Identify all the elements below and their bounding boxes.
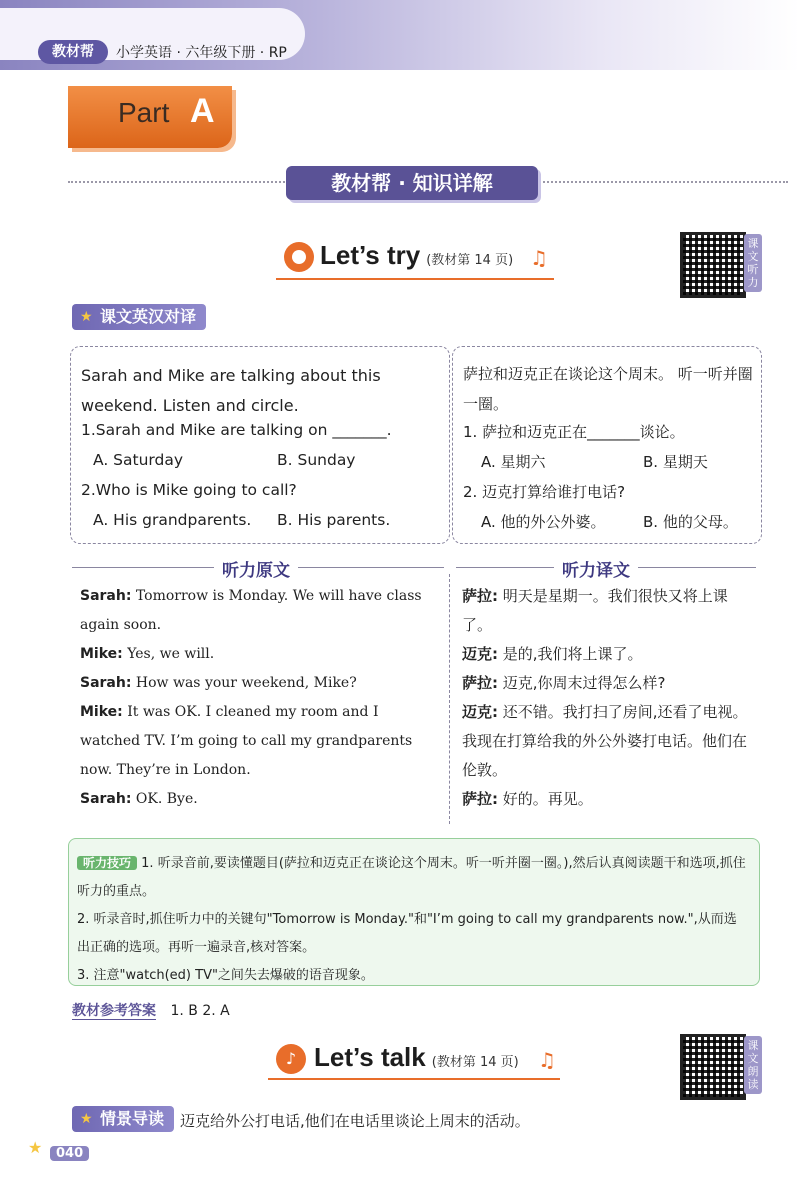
qr-code[interactable] bbox=[680, 1034, 746, 1100]
q2-option-a: A. His grandparents. bbox=[93, 511, 252, 529]
script-line: 迈克: 还不错。我打扫了房间,还看了电视。我现在打算给我的外公外婆打电话。他们在伦敦。 bbox=[462, 703, 748, 779]
answers bbox=[72, 1000, 230, 1020]
lets-try-ref: (教材第 14 页) bbox=[426, 253, 514, 268]
part-word: Part bbox=[118, 97, 170, 128]
q1-en: 1.Sarah and Mike are talking on _______. bbox=[81, 421, 392, 439]
q2-cn-option-a: A. 他的外公外婆。 bbox=[481, 513, 606, 531]
section-banner: 教材帮 · 知识详解 bbox=[286, 166, 538, 200]
answers-text: 1. B 2. A bbox=[170, 1003, 230, 1019]
star-icon: ★ bbox=[28, 1138, 43, 1157]
q1-option-b: B. Sunday bbox=[277, 451, 356, 469]
script-line: 迈克: 是的,我们将上课了。 bbox=[462, 645, 643, 663]
q1-cn-option-a: A. 星期六 bbox=[481, 453, 546, 471]
script-line: 萨拉: 好的。再见。 bbox=[462, 790, 593, 808]
q1-option-a: A. Saturday bbox=[93, 451, 184, 469]
qr-label: 课文听力 bbox=[744, 234, 762, 292]
brand-badge: 教材帮 bbox=[38, 40, 108, 64]
chinese-question-box bbox=[452, 346, 762, 544]
tip-line: 听力技巧 1. 听录音前,要读懂题目(萨拉和迈克正在谈论这个周末。听一听并圈一圈。),然后认真阅读题干和选项,抓住听力的重点。 bbox=[77, 856, 746, 899]
headphone-icon: ♫ bbox=[530, 246, 548, 270]
page-number: 040 bbox=[50, 1146, 89, 1161]
script-en-body bbox=[80, 582, 442, 814]
q1-cn: 1. 萨拉和迈克正在_______谈论。 bbox=[463, 423, 685, 441]
script-line: Sarah: OK. Bye. bbox=[80, 791, 198, 807]
script-head-en: 听力原文 bbox=[214, 556, 298, 581]
title-underline bbox=[268, 1078, 560, 1080]
qr-label: 课文朗读 bbox=[744, 1036, 762, 1094]
talk-icon: ♪ bbox=[276, 1044, 306, 1074]
scene-tag: ★ 情景导读 bbox=[72, 1106, 174, 1132]
script-cn-body bbox=[462, 582, 756, 814]
part-letter: A bbox=[190, 92, 215, 130]
tip-line: 2. 听录音时,抓住听力中的关键句"Tomorrow is Monday."和"I’m going to call my grandparents now.",从而选出正确的选项。再听一遍录音,核对答案。 bbox=[77, 912, 737, 955]
qr-code[interactable] bbox=[680, 232, 746, 298]
tips-tag: 听力技巧 bbox=[77, 856, 137, 870]
q2-option-b: B. His parents. bbox=[277, 511, 391, 529]
lets-talk-ref: (教材第 14 页) bbox=[431, 1055, 519, 1070]
intro-en: Sarah and Mike are talking about this weekend. Listen and circle. bbox=[81, 366, 381, 415]
q2-cn: 2. 迈克打算给谁打电话? bbox=[463, 483, 626, 501]
headphone-icon: ♫ bbox=[538, 1048, 556, 1072]
lets-talk-title: Let’s talk bbox=[314, 1042, 426, 1072]
script-line: 萨拉: 明天是星期一。我们很快又将上课了。 bbox=[462, 587, 728, 634]
title-underline bbox=[276, 278, 554, 280]
tips-box bbox=[68, 838, 760, 986]
answers-label: 教材参考答案 bbox=[72, 1003, 156, 1019]
lets-try-title: Let’s try bbox=[320, 240, 421, 270]
q1-cn-option-b: B. 星期天 bbox=[643, 453, 708, 471]
q2-cn-option-b: B. 他的父母。 bbox=[643, 513, 738, 531]
intro-cn: 萨拉和迈克正在谈论这个周末。 听一听并圈一圈。 bbox=[463, 365, 753, 413]
section-tag: ★ 课文英汉对译 bbox=[72, 304, 206, 330]
divider bbox=[449, 574, 450, 824]
script-line: Sarah: Tomorrow is Monday. We will have class again soon. bbox=[80, 588, 422, 633]
record-icon bbox=[284, 242, 314, 272]
scene-text: 迈克给外公打电话,他们在电话里谈论上周末的活动。 bbox=[180, 1112, 530, 1130]
script-line: 萨拉: 迈克,你周末过得怎么样? bbox=[462, 674, 666, 692]
script-line: Mike: Yes, we will. bbox=[80, 646, 215, 662]
tip-line: 3. 注意"watch(ed) TV"之间失去爆破的语音现象。 bbox=[77, 968, 374, 983]
script-line: Sarah: How was your weekend, Mike? bbox=[80, 675, 357, 691]
book-title: 小学英语 · 六年级下册 · RP bbox=[116, 45, 287, 61]
script-head-cn: 听力译文 bbox=[554, 556, 638, 581]
english-question-box bbox=[70, 346, 450, 544]
q2-en: 2.Who is Mike going to call? bbox=[81, 481, 297, 499]
script-line: Mike: It was OK. I cleaned my room and I watched TV. I’m going to call my grandparents now. They’re in London. bbox=[80, 704, 413, 778]
